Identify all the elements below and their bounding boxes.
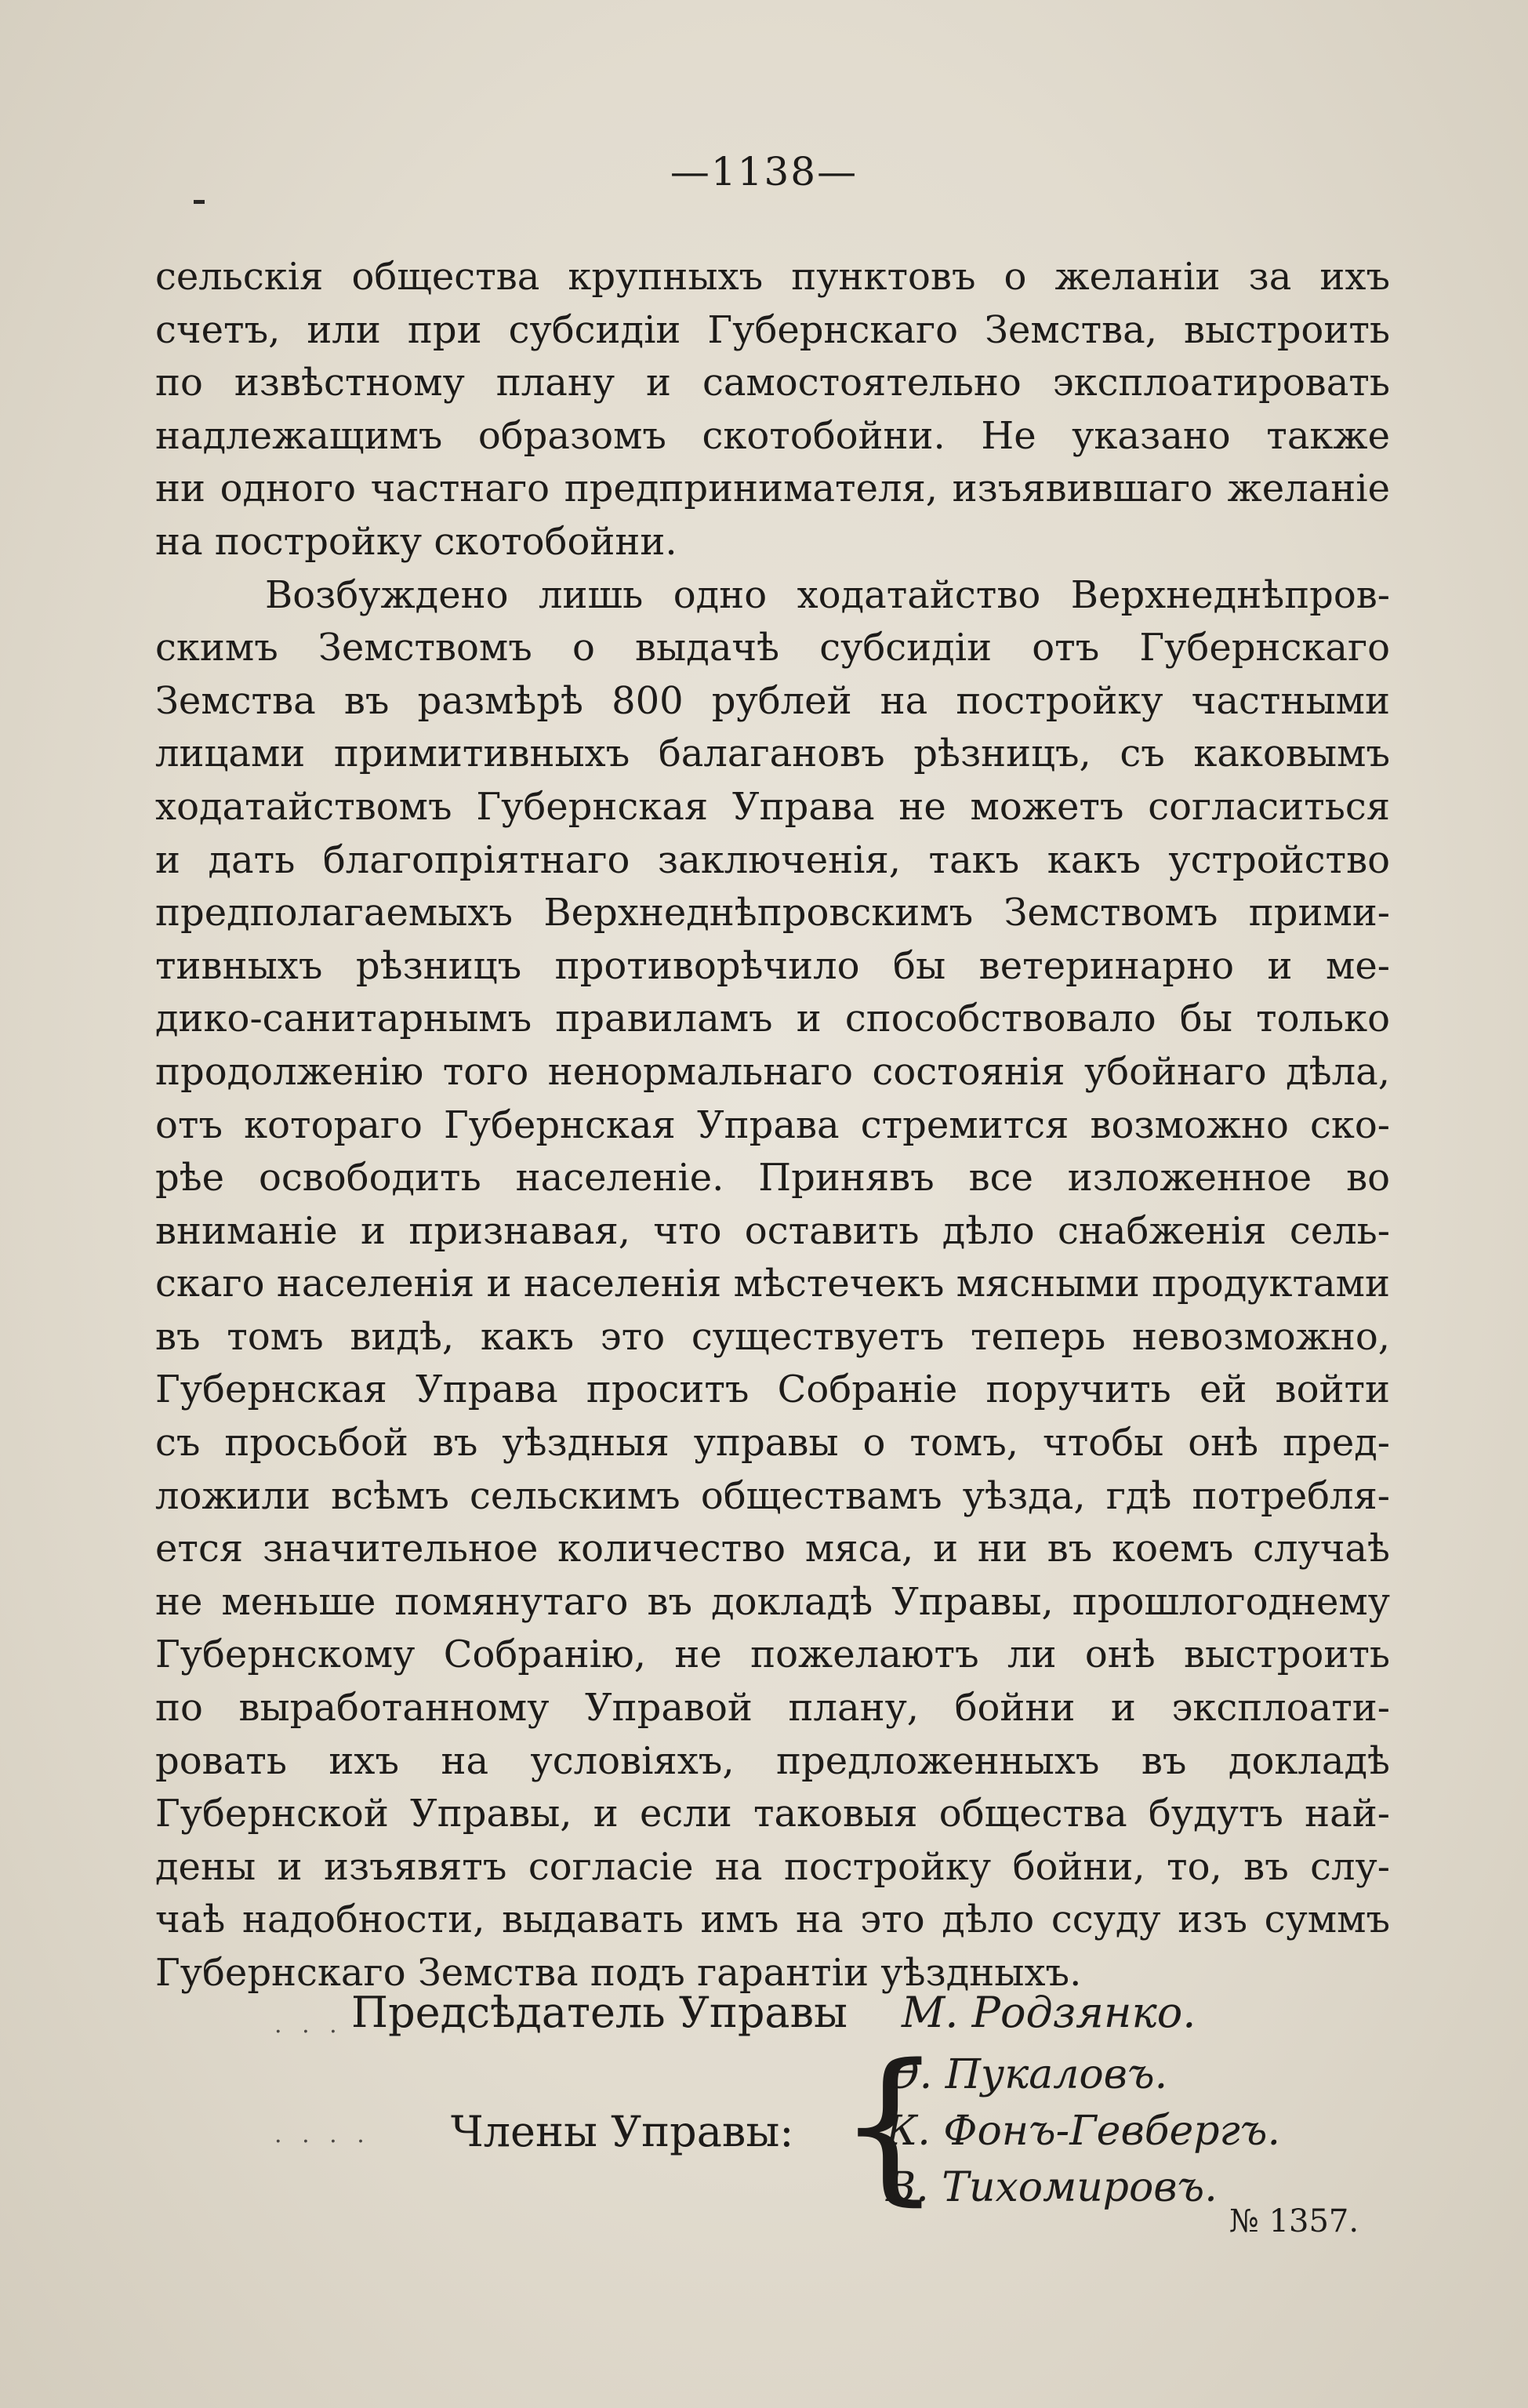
text-line: съ просьбой въ уѣздныя управы о томъ, чтобы онѣ пред- xyxy=(155,1421,1390,1466)
text-line: лицами примитивныхъ балагановъ рѣзницъ, съ каковымъ xyxy=(155,732,1390,776)
text-line: надлежащимъ образомъ скотобойни. Не указано также xyxy=(155,413,1390,458)
text-line: продолженію того ненормальнаго состоянія убойнаго дѣла, xyxy=(155,1049,1390,1094)
text-line: предполагаемыхъ Верхнеднѣпровскимъ Земствомъ прими- xyxy=(155,891,1390,935)
text-line: отъ котораго Губернская Управа стремится возможно ско- xyxy=(155,1102,1390,1147)
text-line: ложили всѣмъ сельскимъ обществамъ уѣзда, гдѣ потребля- xyxy=(155,1473,1390,1518)
text-line: Губернскаго Земства подъ гарантіи уѣздныхъ. xyxy=(155,1951,1082,1995)
print-mark xyxy=(194,200,205,204)
text-line: и дать благопріятнаго заключенія, такъ какъ устройство xyxy=(155,837,1390,882)
text-line: Губернской Управы, и если таковыя общества будутъ най- xyxy=(155,1792,1390,1836)
member-name: В. Тихомировъ. xyxy=(886,2164,1218,2211)
text-line: ется значительное количество мяса, и ни въ коемъ случаѣ xyxy=(155,1527,1390,1571)
text-line: Возбуждено лишь одно ходатайство Верхнеднѣпров- xyxy=(265,572,1390,617)
member-name: Ѳ. Пукаловъ. xyxy=(886,2051,1168,2098)
text-line: по извѣстному плану и самостоятельно эксплоатировать xyxy=(155,361,1390,405)
text-line: въ томъ видѣ, какъ это существуетъ теперь невозможно, xyxy=(155,1314,1390,1359)
text-line: дико-санитарнымъ правиламъ и способствовало бы только xyxy=(155,997,1390,1041)
chair-name: М. Родзянко. xyxy=(902,1988,1196,2037)
text-line: ровать ихъ на условіяхъ, предложенныхъ въ докладѣ xyxy=(155,1738,1390,1783)
text-line: скимъ Земствомъ о выдачѣ субсидіи отъ Губернскаго xyxy=(155,626,1390,670)
text-line: скаго населенія и населенія мѣстечекъ мясными продуктами xyxy=(155,1262,1390,1306)
text-line: чаѣ надобности, выдавать имъ на это дѣло ссуду изъ суммъ xyxy=(155,1898,1390,1942)
text-line: Губернская Управа проситъ Собраніе поручить ей войти xyxy=(155,1367,1390,1412)
text-line: тивныхъ рѣзницъ противорѣчило бы ветеринарно и ме- xyxy=(155,943,1390,988)
chair-label: Предсѣдатель Управы xyxy=(351,1988,847,2037)
text-line: рѣе освободить населеніе. Принявъ все изложенное во xyxy=(155,1156,1390,1200)
page-number: —1138— xyxy=(670,149,858,194)
leader-dots: . . . . xyxy=(274,2121,371,2148)
text-line: Губернскому Собранію, не пожелаютъ ли онѣ выстроить xyxy=(155,1633,1390,1677)
text-line: дены и изъявятъ согласіе на постройку бойни, то, въ слу- xyxy=(155,1844,1390,1889)
text-line: Земства въ размѣрѣ 800 рублей на постройку частными xyxy=(155,678,1390,723)
text-line: по выработанному Управой плану, бойни и эксплоати- xyxy=(155,1686,1390,1731)
members-label: Члены Управы: xyxy=(451,2107,794,2156)
text-line: вниманіе и признавая, что оставить дѣло снабженія сель- xyxy=(155,1208,1390,1253)
member-list xyxy=(886,2047,1280,2216)
text-line: ни одного частнаго предпринимателя, изъявившаго желаніе xyxy=(155,467,1390,511)
text-line: на постройку скотобойни. xyxy=(155,519,677,564)
leader-dots: . . . xyxy=(274,2011,343,2039)
brace-symbol: { xyxy=(837,2028,942,2221)
body-text xyxy=(155,251,1390,2000)
text-line: ходатайствомъ Губернская Управа не можетъ согласиться xyxy=(155,784,1390,829)
text-line: не меньше помянутаго въ докладѣ Управы, прошлогоднему xyxy=(155,1579,1390,1624)
text-line: счетъ, или при субсидіи Губернскаго Земства, выстроить xyxy=(155,307,1390,352)
document-number: № 1357. xyxy=(1229,2203,1359,2239)
text-line: сельскія общества крупныхъ пунктовъ о желаніи за ихъ xyxy=(155,255,1390,299)
member-name: К. Фонъ-Гевбергъ. xyxy=(886,2108,1280,2155)
